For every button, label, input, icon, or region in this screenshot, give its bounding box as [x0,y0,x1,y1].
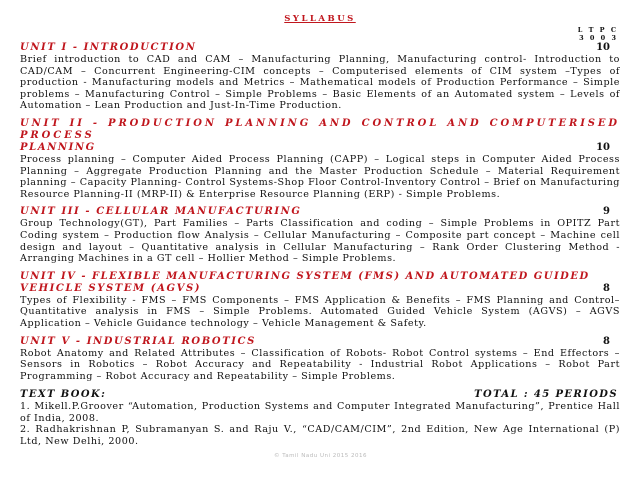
page-title: SYLLABUS [284,14,356,24]
textbook-ref-2: 2. Radhakrishnan P, Subramanyan S. and Raju V., “CAD/CAM/CIM”, 2nd Edition, New Age International (P) Ltd, New Delhi, 2000. [20,424,620,448]
unit-4-heading-line2: VEHICLE SYSTEM (AGVS) [20,282,202,294]
unit-3-hours: 9 [603,206,610,218]
unit-2-heading-line2: PLANNING [20,141,96,153]
unit-2-heading-row [20,118,620,154]
unit-5 [20,336,620,383]
unit-2-heading-line1: UNIT II - PRODUCTION PLANNING AND CONTROL AND COMPUTERISED PROCESS [20,117,620,141]
unit-4-hours: 8 [603,282,610,294]
textbook-heading: TEXT BOOK: [20,389,107,401]
unit-3-heading-row [20,206,620,218]
total-periods: TOTAL : 45 PERIODS [474,389,618,401]
unit-4-heading-row [20,271,620,295]
ltpc-values: 3 0 0 3 [579,34,618,42]
unit-1 [20,42,620,112]
unit-4-heading-line1: UNIT IV - FLEXIBLE MANUFACTURING SYSTEM (FMS) AND AUTOMATED GUIDED [20,270,590,282]
unit-3-heading: UNIT III - CELLULAR MANUFACTURING [20,206,302,218]
unit-5-heading: UNIT V - INDUSTRIAL ROBOTICS [20,335,256,347]
unit-2 [20,118,620,200]
unit-1-hours: 10 [596,42,610,53]
unit-3-text: Group Technology(GT), Part Families – Parts Classification and coding – Simple Problems in OPITZ Part Coding system – Production flow Analysis – Cellular Manufacturing – Composite part concept – Machine cell design and layout – Quantitative analysis in Cellular Manufacturing – Rank Order Clustering Method - Arranging Machines in a GT cell – Hollier Method – Simple Problems. [20,218,620,265]
unit-5-hours: 8 [603,335,610,347]
unit-5-heading-row [20,336,620,348]
textbook-heading-row [20,389,620,401]
textbook-ref-1: 1. Mikell.P.Groover “Automation, Production Systems and Computer Integrated Manufacturing”, Prentice Hall of India, 2008. [20,401,620,424]
unit-1-heading: UNIT I - INTRODUCTION [20,42,197,53]
ltpc-block [20,26,618,42]
unit-5-text: Robot Anatomy and Related Attributes – Classification of Robots- Robot Control systems – End Effectors – Sensors in Robotics – Robot Accuracy and Repeatability - Industrial Robot Applications – Robot Part Programming – Robot Accuracy and Repeatability – Simple Problems. [20,347,620,382]
unit-2-hours: 10 [596,141,610,153]
watermark: © Tamil Nadu Uni 2015 2016 [274,453,367,459]
unit-3 [20,206,620,264]
unit-4 [20,271,620,330]
unit-1-text: Brief introduction to CAD and CAM – Manufacturing Planning, Manufacturing control- Introduction to CAD/CAM – Concurrent Engineering-CIM concepts – Computerised elements of CIM system –Types of production - Manufacturing models and Metrics – Mathematical models of Production Performance – Simple problems – Manufacturing Control – Simple Problems – Basic Elements of an Automated system – Levels of Automation – Lean Production and Just-In-Time Production. [20,54,620,112]
unit-1-heading-row [20,42,620,54]
unit-2-text: Process planning – Computer Aided Process Planning (CAPP) – Logical steps in Computer Aided Process Planning – Aggregate Production Planning and the Master Production Schedule – Material Requirement planning – Capacity Planning- Control Systems-Shop Floor Control-Inventory Control – Brief on Manufacturing Resource Planning-II (MRP-II) & Enterprise Resource Planning (ERP) - Simple Problems. [20,153,620,200]
ltpc-header: L T P C [577,26,618,34]
unit-4-text: Types of Flexibility - FMS – FMS Components – FMS Application & Benefits – FMS Planning and Control– Quantitative analysis in FMS – Simple Problems. Automated Guided Vehicle System (AGVS) – AGVS Application – Vehicle Guidance technology – Vehicle Management & Safety. [20,294,620,329]
